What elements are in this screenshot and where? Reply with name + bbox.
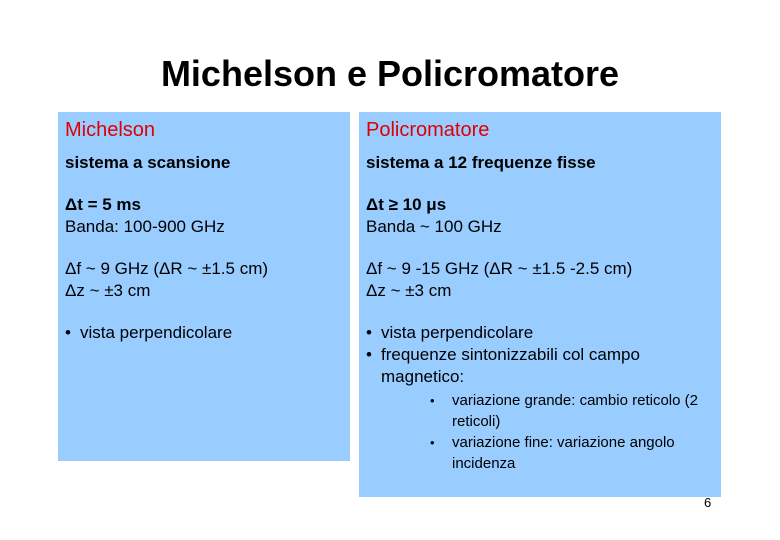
slide-title: Michelson e Policromatore [160,53,620,94]
list-item: • variazione fine: variazione angolo incidenza [428,432,717,474]
michelson-dz: Δz ~ ±3 cm [65,281,151,300]
michelson-bullet-list [65,322,346,344]
policromatore-dt: Δt ≥ 10 μs [366,195,447,214]
list-item: • frequenze sintonizzabili col campo magnetico: [366,344,717,388]
michelson-resolution-block [65,258,346,302]
michelson-subtitle: sistema a scansione [65,153,231,172]
list-item: • variazione grande: cambio reticolo (2 reticoli) [428,390,717,432]
michelson-timing-block [65,194,346,238]
michelson-dt: Δt = 5 ms [65,195,142,214]
policromatore-df: Δf ~ 9 -15 GHz (ΔR ~ ±1.5 -2.5 cm) [366,259,633,278]
michelson-heading: Michelson [65,119,156,141]
list-item: • vista perpendicolare [366,322,717,344]
page-number: 6 [704,495,712,510]
policromatore-band: Banda ~ 100 GHz [366,217,502,236]
policromatore-dz: Δz ~ ±3 cm [366,281,452,300]
michelson-band: Banda: 100-900 GHz [65,217,225,236]
policromatore-bullet-list [366,322,717,388]
policromatore-subtitle: sistema a 12 frequenze fisse [366,153,596,172]
policromatore-timing-block [366,194,717,238]
policromatore-heading: Policromatore [366,119,490,141]
michelson-df: Δf ~ 9 GHz (ΔR ~ ±1.5 cm) [65,259,269,278]
policromatore-panel [359,112,721,497]
michelson-panel [58,112,350,461]
list-item: • vista perpendicolare [65,322,346,344]
policromatore-sub-bullet-list [428,390,717,474]
policromatore-resolution-block [366,258,717,302]
